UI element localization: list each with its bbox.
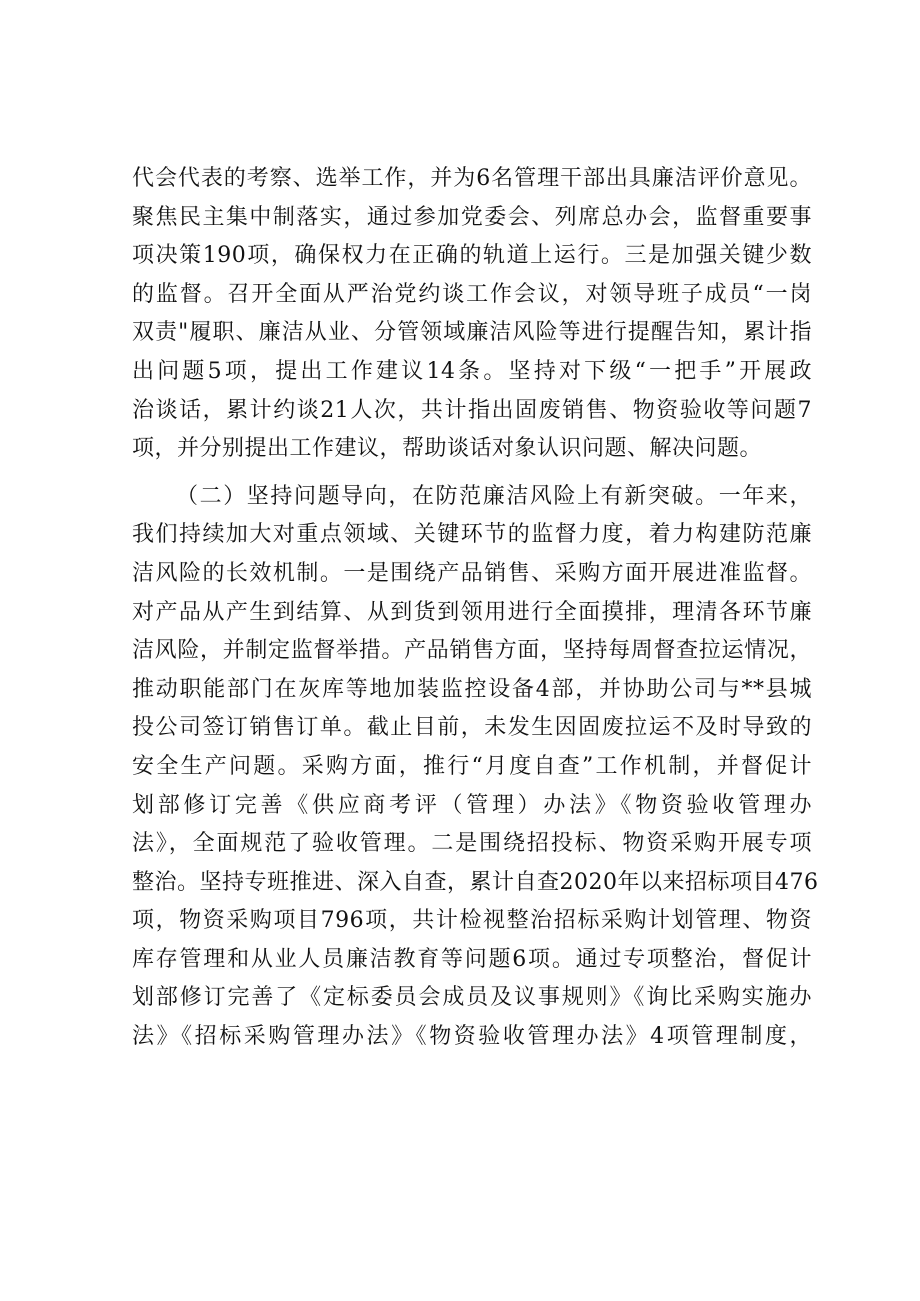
text-line: （二）坚持问题导向，在防范廉洁风险上有新突破。一年来， (176, 483, 812, 509)
text-line: 洁风险的长效机制。一是围绕产品销售、采购方面开展进准监督。 (132, 560, 812, 586)
text-line: 推动职能部门在灰库等地加装监控设备4部，并协助公司与**县城 (132, 676, 812, 702)
paragraph-spacer (132, 469, 812, 478)
text-line: 安全生产问题。采购方面，推行“月度自查”工作机制，并督促计 (132, 753, 812, 779)
paragraph (132, 160, 812, 469)
text-line: 代会代表的考察、选举工作，并为6名管理干部出具廉洁评价意见。 (132, 166, 812, 191)
text-line: 对产品从产生到结算、从到货到领用进行全面摸排，理清各环节廉 (132, 599, 812, 625)
text-line: 法》，全面规范了验收管理。二是围绕招投标、物资采购开展专项 (132, 831, 812, 857)
text-line: 划部修订完善了《定标委员会成员及议事规则》《询比采购实施办 (132, 985, 812, 1011)
text-line: 治谈话，累计约谈21人次，共计指出固废销售、物资验收等问题7 (132, 397, 812, 423)
text-line: 洁风险，并制定监督举措。产品销售方面，坚持每周督查拉运情况， (132, 638, 812, 664)
text-line: 出问题5项，提出工作建议14条。坚持对下级“一把手”开展政 (132, 358, 812, 384)
text-line: 我们持续加大对重点领域、关键环节的监督力度，着力构建防范廉 (132, 522, 812, 548)
text-line: 的监督。召开全面从严治党约谈工作会议，对领导班子成员“一岗 (132, 281, 812, 307)
text-line: 投公司签订销售订单。截止目前，未发生因固废拉运不及时导致的 (132, 715, 812, 741)
text-line: 库存管理和从业人员廉洁教育等问题6项。通过专项整治，督促计 (132, 946, 812, 972)
text-line: 双责"履职、廉洁从业、分管领域廉洁风险等进行提醒告知，累计指 (132, 320, 812, 346)
text-line: 聚焦民主集中制落实，通过参加党委会、列席总办会，监督重要事 (132, 204, 812, 230)
text-line: 法》《招标采购管理办法》《物资验收管理办法》4项管理制度， (132, 1024, 812, 1050)
paragraph (132, 478, 819, 1057)
text-line: 项，并分别提出工作建议，帮助谈话对象认识问题、解决问题。 (132, 436, 763, 462)
text-line: 划部修订完善《供应商考评（管理）办法》《物资验收管理办 (132, 792, 812, 818)
text-line: 项决策190项，确保权力在正确的轨道上运行。三是加强关键少数 (132, 243, 812, 269)
text-line: 项，物资采购项目796项，共计检视整治招标采购计划管理、物资 (132, 908, 812, 934)
text-line: 整治。坚持专班推进、深入自查，累计自查2020年以来招标项目476 (132, 869, 819, 895)
body-text (132, 160, 819, 1057)
